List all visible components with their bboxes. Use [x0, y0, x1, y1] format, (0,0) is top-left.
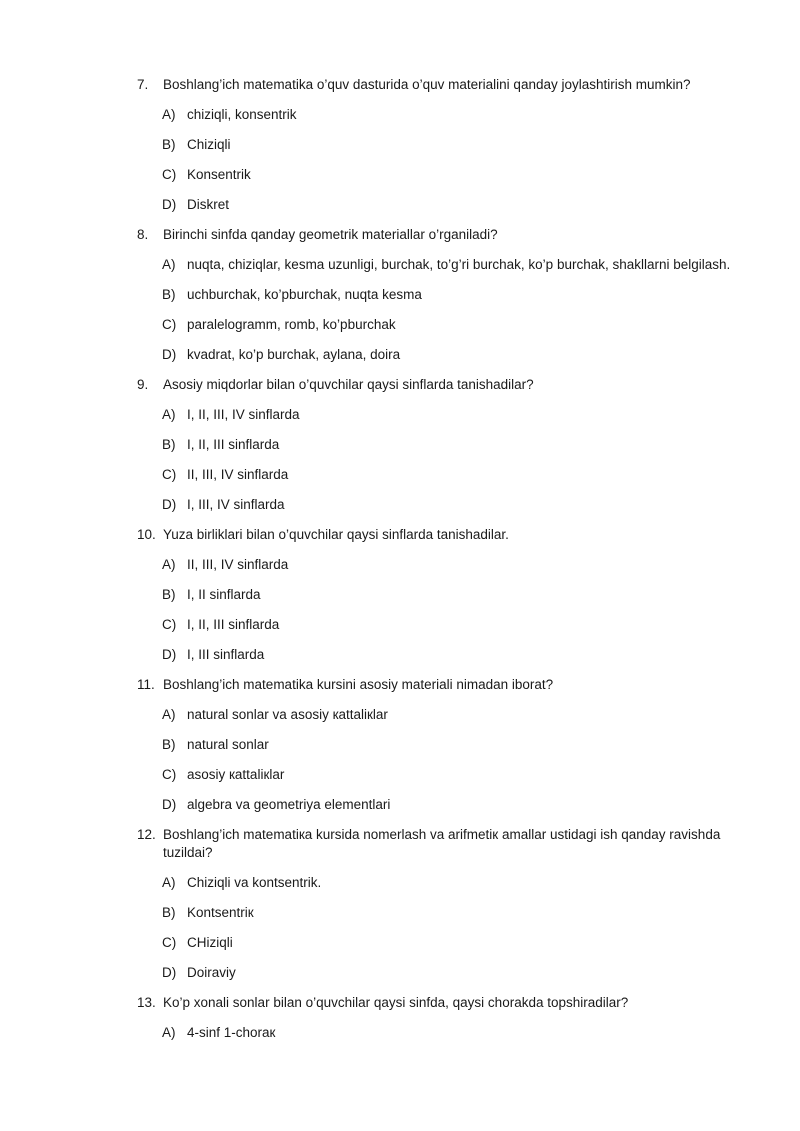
question-row	[0, 826, 800, 862]
question-row	[0, 526, 800, 544]
answer-option	[0, 934, 800, 952]
question-item	[0, 676, 800, 814]
option-letter: D)	[162, 497, 177, 512]
option-letter: A)	[162, 257, 176, 272]
option-letter: B)	[162, 437, 176, 452]
question-number: 7.	[137, 77, 149, 92]
answer-option	[0, 706, 800, 724]
answer-option	[0, 106, 800, 124]
option-letter: D)	[162, 797, 177, 812]
option-letter: C)	[162, 167, 177, 182]
question-item	[0, 826, 800, 982]
question-row	[0, 376, 800, 394]
question-row	[0, 676, 800, 694]
option-letter: D)	[162, 197, 177, 212]
option-text: nuqta, chiziqlar, kesma uzunligi, burchak, to’g’ri burchak, ko’p burchak, shakllarni belgilash.	[187, 257, 731, 272]
option-text: Doiraviy	[187, 965, 236, 980]
question-item	[0, 376, 800, 514]
option-letter: C)	[162, 617, 177, 632]
question-item	[0, 526, 800, 664]
answer-option	[0, 646, 800, 664]
option-text: algebra va geometriya elementlari	[187, 797, 391, 812]
option-letter: B)	[162, 587, 176, 602]
option-letter: C)	[162, 935, 177, 950]
option-text: I, II, III, IV sinflarda	[187, 407, 300, 422]
question-number: 10.	[137, 527, 156, 542]
question-number: 8.	[137, 227, 149, 242]
option-text: II, III, IV sinflarda	[187, 557, 289, 572]
answer-option	[0, 136, 800, 154]
option-text: Konsentrik	[187, 167, 251, 182]
option-letter: A)	[162, 875, 176, 890]
option-text: I, II, III sinflarda	[187, 617, 280, 632]
answer-option	[0, 196, 800, 214]
question-row	[0, 994, 800, 1012]
question-number: 9.	[137, 377, 149, 392]
question-item	[0, 994, 800, 1042]
option-text: natural sonlar va asosiy кattaliкlar	[187, 707, 388, 722]
question-text: Boshlang’ich matematika o’quv dasturida o’quv materialini qanday joylashtirish mumkin?	[163, 77, 691, 92]
option-letter: B)	[162, 137, 176, 152]
option-letter: C)	[162, 767, 177, 782]
answer-option	[0, 166, 800, 184]
option-letter: D)	[162, 965, 177, 980]
question-text: Yuza birliklari bilan o’quvchilar qaysi sinflarda tanishadilar.	[163, 527, 509, 542]
answer-option	[0, 736, 800, 754]
option-letter: B)	[162, 737, 176, 752]
answer-option	[0, 286, 800, 304]
option-text: Chiziqli	[187, 137, 231, 152]
option-text: I, II sinflarda	[187, 587, 261, 602]
answer-option	[0, 256, 800, 274]
option-text: asosiy кattaliкlar	[187, 767, 285, 782]
option-text: natural sonlar	[187, 737, 269, 752]
question-text: Boshlang’ich matematika kursini asosiy materiali nimadan iborat?	[163, 677, 554, 692]
option-text: I, III, IV sinflarda	[187, 497, 285, 512]
answer-option	[0, 766, 800, 784]
option-letter: B)	[162, 287, 176, 302]
answer-option	[0, 904, 800, 922]
question-row	[0, 226, 800, 244]
option-letter: A)	[162, 557, 176, 572]
answer-option	[0, 496, 800, 514]
option-letter: A)	[162, 707, 176, 722]
option-letter: A)	[162, 107, 176, 122]
option-text: 4-sinf 1-choraк	[187, 1025, 276, 1040]
question-item	[0, 226, 800, 364]
answer-option	[0, 346, 800, 364]
option-letter: B)	[162, 905, 176, 920]
option-text: chiziqli, konsentrik	[187, 107, 297, 122]
option-letter: D)	[162, 647, 177, 662]
option-text: Diskret	[187, 197, 230, 212]
option-text: CHiziqli	[187, 935, 233, 950]
question-item	[0, 76, 800, 214]
answer-option	[0, 436, 800, 454]
answer-option	[0, 964, 800, 982]
question-number: 12.	[137, 827, 156, 842]
answer-option	[0, 616, 800, 634]
option-text: Chiziqli va kontsentrik.	[187, 875, 322, 890]
question-text: Boshlang’ich matematiкa kursida nomerlash va arifmetiк amallar ustidagi ish qanday ravishda tuzildai?	[163, 827, 721, 860]
option-letter: C)	[162, 317, 177, 332]
option-text: II, III, IV sinflarda	[187, 467, 289, 482]
question-row	[0, 76, 800, 94]
answer-option	[0, 316, 800, 334]
answer-option	[0, 466, 800, 484]
option-letter: A)	[162, 407, 176, 422]
option-letter: C)	[162, 467, 177, 482]
answer-option	[0, 1024, 800, 1042]
option-text: Kontsentriк	[187, 905, 254, 920]
option-text: paralelogramm, romb, ko’pburchak	[187, 317, 396, 332]
option-text: kvadrat, ko’p burchak, aylana, doira	[187, 347, 401, 362]
answer-option	[0, 406, 800, 424]
option-text: I, III sinflarda	[187, 647, 265, 662]
question-number: 11.	[137, 677, 155, 692]
answer-option	[0, 796, 800, 814]
option-letter: D)	[162, 347, 177, 362]
option-text: I, II, III sinflarda	[187, 437, 280, 452]
question-list	[0, 76, 800, 1054]
answer-option	[0, 874, 800, 892]
question-text: Asosiy miqdorlar bilan o’quvchilar qaysi sinflarda tanishadilar?	[163, 377, 534, 392]
answer-option	[0, 556, 800, 574]
option-text: uchburchak, ko’pburchak, nuqta kesma	[187, 287, 422, 302]
question-text: Ko’p xonali sonlar bilan o’quvchilar qaysi sinfda, qaysi chorakda topshiradilar?	[163, 995, 629, 1010]
question-text: Birinchi sinfda qanday geometrik materiallar o’rganiladi?	[163, 227, 498, 242]
question-number: 13.	[137, 995, 156, 1010]
option-letter: A)	[162, 1025, 176, 1040]
answer-option	[0, 586, 800, 604]
